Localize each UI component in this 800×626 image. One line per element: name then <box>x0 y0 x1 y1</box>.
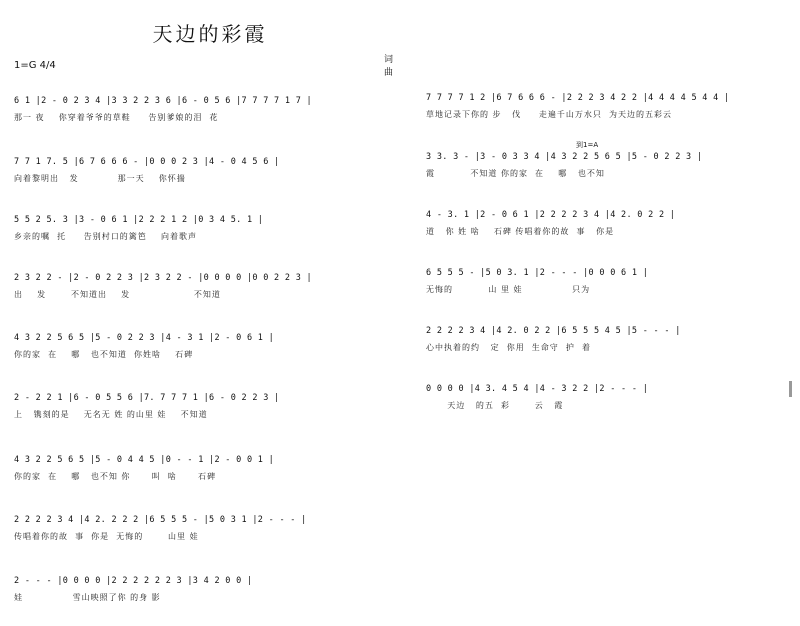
notation-line: 7 7 1 7. 5 |6 7 6 6 6 - |0 0 0 2 3 |4 - 0 4 5 6 | <box>14 157 280 167</box>
notation-line: 6 1 |2 - 0 2 3 4 |3 3 2 2 3 6 |6 - 0 5 6 |7 7 7 7 1 7 | <box>14 96 312 106</box>
score-row <box>426 326 796 353</box>
lyrics-line: 出 发 不知道出 发 不知道 <box>14 290 221 299</box>
score-row <box>426 93 796 120</box>
composer-label: 曲 <box>384 68 394 78</box>
score-row <box>14 333 394 360</box>
key-signature: 1=G 4/4 <box>14 60 56 71</box>
notation-line: 6 5 5 5 - |5 0 3. 1 |2 - - - |0 0 0 6 1 | <box>426 268 649 278</box>
lyrics-line: 乡亲的嘱 托 告别村口的篱笆 向着歌声 <box>14 232 197 241</box>
lyrics-line: 无悔的 山 里 娃 只为 <box>426 285 591 294</box>
notation-line: 0 0 0 0 |4 3. 4 5 4 |4 - 3 2 2 |2 - - - | <box>426 384 649 394</box>
lyrics-line: 草地记录下你的 步 伐 走遍千山万水只 为天边的五彩云 <box>426 110 672 119</box>
lyrics-line: 上 镌刻的是 无名无 姓 的山里 娃 不知道 <box>14 410 208 419</box>
score-row <box>426 384 796 411</box>
score-row <box>14 96 394 123</box>
song-title: 天边的彩霞 <box>152 22 268 46</box>
score-row <box>14 393 394 420</box>
lyrics-line: 向着黎明出 发 那一天 你怀揣 <box>14 174 186 183</box>
lyricist-label: 词 <box>384 55 394 65</box>
score-row <box>426 268 796 295</box>
notation-line: 2 3 2 2 - |2 - 0 2 2 3 |2 3 2 2 - |0 0 0 0 |0 0 2 2 3 | <box>14 273 312 283</box>
score-row <box>14 273 394 300</box>
score-row <box>426 141 796 179</box>
notation-line: 2 2 2 2 3 4 |4 2. 2 2 2 |6 5 5 5 - |5 0 3 1 |2 - - - | <box>14 515 307 525</box>
notation-line: 2 2 2 2 3 4 |4 2. 0 2 2 |6 5 5 5 4 5 |5 - - - | <box>426 326 681 336</box>
notation-line: 3 3. 3 - |3 - 0 3 3 4 |4 3 2 2 5 6 5 |5 - 0 2 2 3 | <box>426 152 703 162</box>
score-row <box>14 215 394 242</box>
score-row <box>426 210 796 237</box>
notation-line: 4 3 2 2 5 6 5 |5 - 0 2 2 3 |4 - 3 1 |2 - 0 6 1 | <box>14 333 275 343</box>
notation-line: 5 5 2 5. 3 |3 - 0 6 1 |2 2 2 1 2 |0 3 4 5. 1 | <box>14 215 264 225</box>
end-barline <box>789 381 792 397</box>
lyrics-line: 霞 不知道 你的家 在 哪 也不知 <box>426 169 605 178</box>
lyrics-line: 你的家 在 哪 也不知 你 叫 啥 石碑 <box>14 472 217 481</box>
lyrics-line: 道 你 姓 啥 石碑 传唱着你的故 事 你是 <box>426 227 615 236</box>
modulation-mark: 到1=A <box>576 141 599 149</box>
lyrics-line: 传唱着你的故 事 你是 无悔的 山里 娃 <box>14 532 199 541</box>
notation-line: 2 - 2 2 1 |6 - 0 5 5 6 |7. 7 7 7 1 |6 - 0 2 2 3 | <box>14 393 280 403</box>
credits <box>384 54 393 80</box>
notation-line: 2 - - - |0 0 0 0 |2 2 2 2 2 2 3 |3 4 2 0 0 | <box>14 576 253 586</box>
lyrics-line: 天边 的五 彩 云 霞 <box>426 401 564 410</box>
lyrics-line: 心中执着的约 定 你用 生命守 护 着 <box>426 343 591 352</box>
score-row <box>14 157 394 184</box>
score-row <box>14 515 394 542</box>
score-row <box>14 455 394 482</box>
lyrics-line: 你的家 在 哪 也不知道 你姓啥 石碑 <box>14 350 194 359</box>
notation-line: 4 - 3. 1 |2 - 0 6 1 |2 2 2 2 3 4 |4 2. 0 2 2 | <box>426 210 676 220</box>
score-row <box>14 576 394 603</box>
notation-line: 4 3 2 2 5 6 5 |5 - 0 4 4 5 |0 - - 1 |2 - 0 0 1 | <box>14 455 275 465</box>
notation-line: 7 7 7 7 1 2 |6 7 6 6 6 - |2 2 2 3 4 2 2 |4 4 4 4 5 4 4 | <box>426 93 730 103</box>
lyrics-line: 那一 夜 你穿着爷爷的草鞋 告别爹娘的泪 花 <box>14 113 219 122</box>
lyrics-line: 娃 雪山映照了你 的身 影 <box>14 593 161 602</box>
